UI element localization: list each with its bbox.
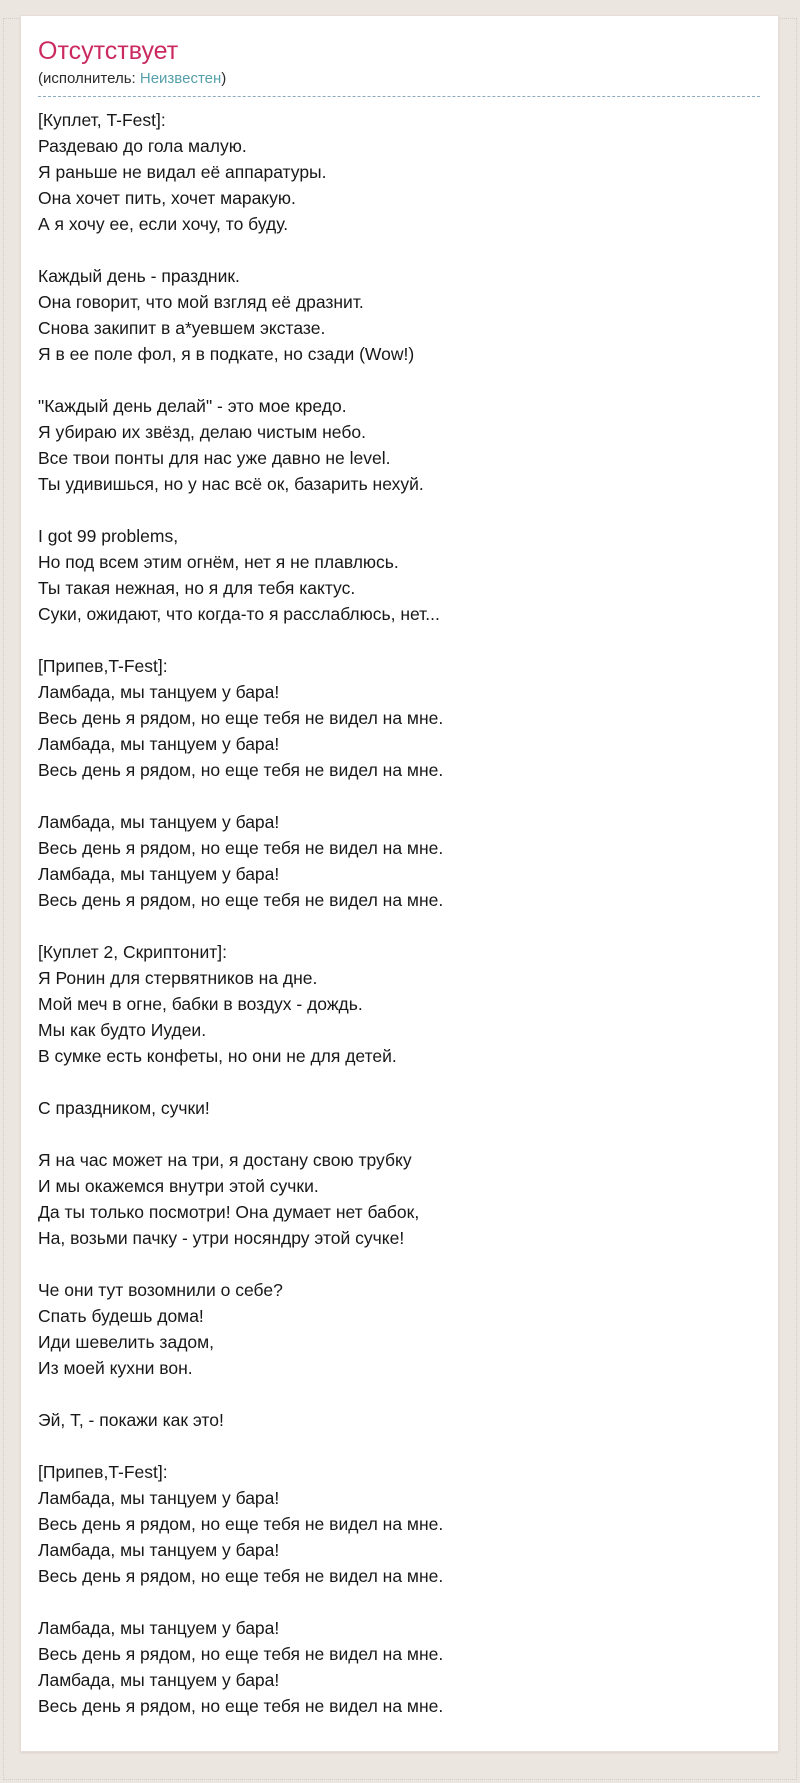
lyric-line: [Припев,T-Fest]: — [38, 1462, 168, 1482]
lyric-line: Раздеваю до гола малую. — [38, 136, 247, 156]
lyric-line: "Каждый день делай" - это мое кредо. — [38, 396, 347, 416]
lyric-line: Ламбада, мы танцуем у бара! — [38, 812, 280, 832]
lyric-line: Мой меч в огне, бабки в воздух - дождь. — [38, 994, 363, 1014]
lyric-line: Ламбада, мы танцуем у бара! — [38, 1488, 280, 1508]
lyric-line: Ламбада, мы танцуем у бара! — [38, 1670, 280, 1690]
lyric-line: Я убираю их звёзд, делаю чистым небо. — [38, 422, 366, 442]
lyric-line: Она хочет пить, хочет маракую. — [38, 188, 296, 208]
lyric-line: [Припев,T-Fest]: — [38, 656, 168, 676]
stanza-gap — [38, 237, 760, 263]
lyric-line: Снова закипит в а*уевшем экстазе. — [38, 318, 326, 338]
lyric-line: Я в ее поле фол, я в подкате, но сзади (Wow!) — [38, 344, 415, 364]
lyric-line: Весь день я рядом, но еще тебя не видел на мне. — [38, 1566, 444, 1586]
stanza-gap — [38, 497, 760, 523]
stanza-gap — [38, 1381, 760, 1407]
lyric-line: Я раньше не видал её аппаратуры. — [38, 162, 327, 182]
artist-link[interactable]: Неизвестен — [139, 70, 222, 87]
stanza-gap — [38, 783, 760, 809]
lyric-line: Ламбада, мы танцуем у бара! — [38, 682, 280, 702]
lyric-line: Но под всем этим огнём, нет я не плавлюсь. — [38, 552, 399, 572]
lyric-line: Ламбада, мы танцуем у бара! — [38, 1540, 280, 1560]
lyric-line: Ламбада, мы танцуем у бара! — [38, 1618, 280, 1638]
lyric-line: И мы окажемся внутри этой сучки. — [38, 1176, 319, 1196]
lyric-line: Весь день я рядом, но еще тебя не видел на мне. — [38, 708, 444, 728]
lyric-line: Весь день я рядом, но еще тебя не видел на мне. — [38, 1644, 444, 1664]
artist-line — [38, 69, 760, 97]
lyric-line: [Куплет 2, Скриптонит]: — [38, 942, 227, 962]
lyric-line: Суки, ожидают, что когда-то я расслаблюсь, нет... — [38, 604, 440, 624]
lyric-line: Ты удивишься, но у нас всё ок, базарить нехуй. — [38, 474, 424, 494]
lyric-line: Весь день я рядом, но еще тебя не видел на мне. — [38, 838, 444, 858]
lyric-line: Ламбада, мы танцуем у бара! — [38, 864, 280, 884]
stanza-gap — [38, 367, 760, 393]
lyric-line: Ты такая нежная, но я для тебя кактус. — [38, 578, 356, 598]
lyric-line: Она говорит, что мой взгляд её дразнит. — [38, 292, 364, 312]
lyric-line: Иди шевелить задом, — [38, 1332, 215, 1352]
lyric-line: Все твои понты для нас уже давно не level. — [38, 448, 391, 468]
lyric-line: Я Ронин для стервятников на дне. — [38, 968, 318, 988]
stanza-gap — [38, 1121, 760, 1147]
lyric-line: С праздником, сучки! — [38, 1098, 210, 1118]
stanza-gap — [38, 1433, 760, 1459]
lyric-line: Из моей кухни вон. — [38, 1358, 193, 1378]
lyric-line: I got 99 problems, — [38, 526, 179, 546]
lyric-line: Эй, Т, - покажи как это! — [38, 1410, 224, 1430]
lyrics-card — [20, 15, 779, 1752]
lyric-line: Весь день я рядом, но еще тебя не видел на мне. — [38, 1696, 444, 1716]
stanza-gap — [38, 1589, 760, 1615]
lyric-line: Да ты только посмотри! Она думает нет бабок, — [38, 1202, 420, 1222]
lyric-line: А я хочу ее, если хочу, то буду. — [38, 214, 289, 234]
lyric-line: В сумке есть конфеты, но они не для детей. — [38, 1046, 397, 1066]
lyric-line: Весь день я рядом, но еще тебя не видел на мне. — [38, 760, 444, 780]
stanza-gap — [38, 913, 760, 939]
stanza-gap — [38, 1069, 760, 1095]
lyrics-text — [38, 107, 760, 1719]
artist-prefix: (исполнитель: — [38, 70, 140, 87]
lyric-line: Мы как будто Иудеи. — [38, 1020, 207, 1040]
artist-suffix: ) — [221, 70, 227, 87]
stanza-gap — [38, 1251, 760, 1277]
song-title: Отсутствует — [38, 37, 179, 65]
lyric-line: Спать будешь дома! — [38, 1306, 204, 1326]
lyric-line: Че они тут возомнили о себе? — [38, 1280, 283, 1300]
lyric-line: [Куплет, T-Fest]: — [38, 110, 166, 130]
lyric-line: Каждый день - праздник. — [38, 266, 240, 286]
lyric-line: На, возьми пачку - утри носяндру этой сучке! — [38, 1228, 405, 1248]
lyric-line: Ламбада, мы танцуем у бара! — [38, 734, 280, 754]
lyric-line: Я на час может на три, я достану свою трубку — [38, 1150, 412, 1170]
stanza-gap — [38, 627, 760, 653]
lyric-line: Весь день я рядом, но еще тебя не видел на мне. — [38, 1514, 444, 1534]
lyric-line: Весь день я рядом, но еще тебя не видел на мне. — [38, 890, 444, 910]
